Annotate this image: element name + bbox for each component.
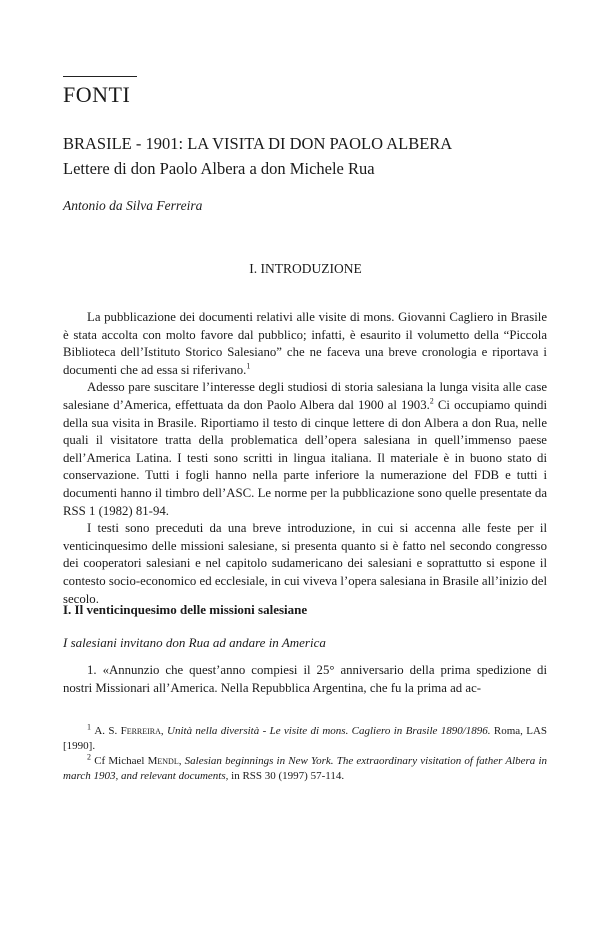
paragraph [63, 520, 547, 608]
article-subtitle: Lettere di don Paolo Albera a don Michele Rua [63, 159, 375, 178]
section-label: FONTI [63, 82, 131, 107]
subsection-heading: I salesiani invitano don Rua ad andare in America [63, 635, 326, 650]
section-rule [63, 76, 137, 77]
paragraph-text: 1. «Annunzio che quest’anno compiesi il 25° anniversario della prima spedizione di nostri Missionari all’America. Nella Repubblica Argentina, che fu la prima ad ac- [63, 663, 547, 695]
footnote-text: Cf Michael [94, 755, 145, 767]
article-title: BRASILE - 1901: LA VISITA DI DON PAOLO ALBERA [63, 134, 453, 153]
paragraph-text: I testi sono preceduti da una breve introduzione, in cui si accenna alle feste per il venticinquesimo delle missioni salesiane, si presenta quanto si è fatto nel secondo congresso dei cooperatori salesiani e nel capitolo sudamericano dei salesiani e soprattutto si espone il contesto socio-economico ed ecclesiale, in cui viveva l’opera salesiana in Brasile all’inizio del secolo. [63, 521, 547, 606]
footnote [63, 754, 547, 784]
paragraph [63, 379, 547, 520]
footnote-author: Mendl, [147, 755, 182, 767]
footnote-author: A. S. Ferreira, [94, 725, 164, 737]
footnotes [63, 724, 547, 784]
section-heading: I. Il venticinquesimo delle missioni salesiane [63, 602, 308, 617]
footnote-text: Roma, LAS [1990]. [63, 725, 548, 752]
footnote [63, 724, 547, 754]
paragraph-text: Ci occupiamo quindi della sua visita in Brasile. Riportiamo il testo di cinque lettere di don Albera a don Rua, nelle quali il visitatore tratta della problematica dell’opera salesiana in quell’immenso paese dell’America Latina. I testi sono scritti in lingua italiana. Il materiale è in buono stato di conservazione. Tutti i fogli hanno nella parte inferiore la numerazione del FDB e tutti i documenti hanno il timbro dell’ASC. Le norme per la pubblicazione sono quelle presentate da RSS 1 (1982) 81-94. [63, 397, 547, 518]
footnote-text: in RSS 30 (1997) 57-114. [231, 770, 345, 782]
footnote-title: Salesian beginnings in New York. The extraordinary visitation of father Albera in march 1903, and relevant documents, [63, 755, 548, 782]
footnote-ref: 2 [429, 396, 434, 406]
footnote-ref: 1 [246, 361, 251, 371]
footnote-number: 1 [87, 722, 91, 732]
intro-body [63, 309, 547, 608]
quote-body [63, 662, 547, 697]
intro-heading: I. INTRODUZIONE [249, 261, 362, 276]
footnote-title: Unità nella diversità - Le visite di mons. Cagliero in Brasile 1890/1896. [167, 725, 491, 737]
article-author: Antonio da Silva Ferreira [63, 198, 203, 213]
paragraph-text: Adesso pare suscitare l’interesse degli studiosi di storia salesiana la lunga visita alle case salesiane d’America, effettuata da don Paolo Albera dal 1900 al 1903. [63, 380, 547, 412]
paragraph [63, 309, 547, 379]
paragraph-text: La pubblicazione dei documenti relativi alle visite di mons. Giovanni Cagliero in Brasile è stata accolta con molto favore dal pubblico; infatti, è esaurito il volumetto della “Piccola Biblioteca dell’Istituto Storico Salesiano” che ne faceva una breve cronologia e riportava i documenti che ad essa si riferivano. [63, 310, 547, 377]
footnote-number: 2 [87, 752, 91, 762]
